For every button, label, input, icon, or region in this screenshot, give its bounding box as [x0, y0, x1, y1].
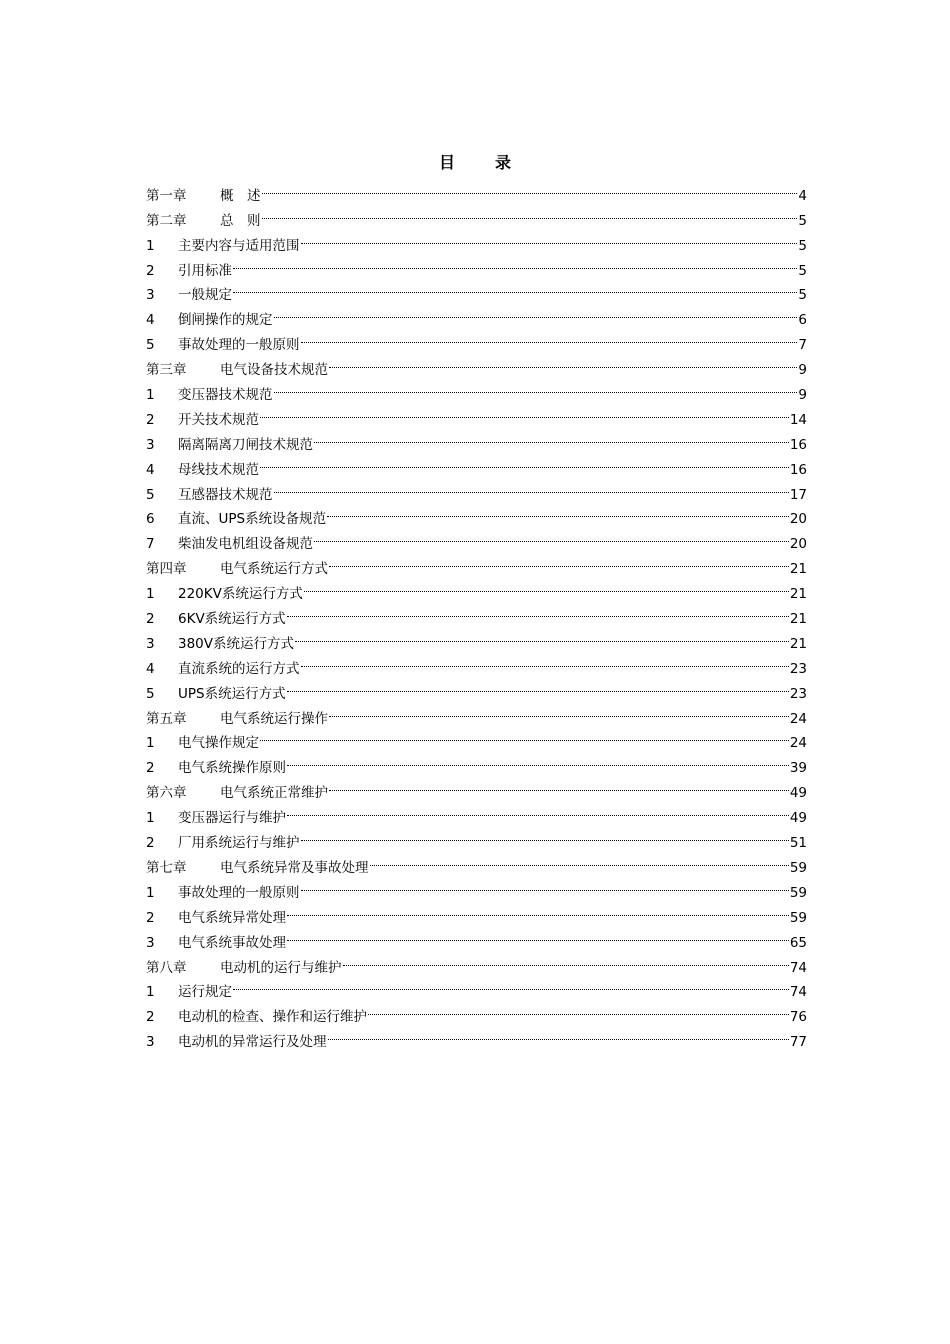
toc-entry-number: 3 — [146, 635, 155, 652]
toc-list — [146, 175, 807, 1051]
toc-entry-page-number: 6 — [798, 312, 807, 329]
toc-entry-number: 2 — [146, 760, 155, 777]
toc-entry-label: 运行规定 — [178, 984, 232, 1001]
toc-entry-page-number: 21 — [789, 586, 807, 603]
toc-entry-page-number: 21 — [789, 635, 807, 652]
toc-entry-number: 4 — [146, 312, 155, 329]
toc-entry-number: 1 — [146, 810, 155, 827]
toc-dot-leader — [274, 374, 798, 399]
toc-entry-number: 1 — [146, 387, 155, 404]
toc-entry-page-number: 20 — [789, 511, 807, 528]
toc-title — [0, 150, 950, 173]
toc-chapter-entry[interactable] — [146, 175, 807, 204]
toc-entry-page-number: 16 — [789, 461, 807, 478]
toc-entry-number: 6 — [146, 511, 155, 528]
toc-entry-page-number: 23 — [789, 685, 807, 702]
toc-entry-label: 事故处理的一般原则 — [178, 884, 300, 901]
toc-dot-leader — [233, 250, 797, 275]
toc-entry-label: 母线技术规范 — [178, 461, 259, 478]
toc-entry-label: 电气系统运行方式 — [220, 561, 328, 578]
toc-entry-label: 电动机的异常运行及处理 — [178, 1034, 327, 1051]
toc-dot-leader — [233, 275, 797, 300]
toc-entry-number: 2 — [146, 411, 155, 428]
toc-entry-label: 主要内容与适用范围 — [178, 237, 300, 254]
toc-entry-label: 电气系统操作原则 — [178, 760, 286, 777]
toc-entry-number: 5 — [146, 337, 155, 354]
toc-entry-number: 1 — [146, 735, 155, 752]
toc-entry-number: 第六章 — [146, 785, 187, 802]
toc-dot-leader — [314, 523, 789, 548]
toc-dot-leader — [262, 200, 798, 225]
toc-entry-page-number: 59 — [789, 884, 807, 901]
toc-entry-number: 第七章 — [146, 859, 187, 876]
toc-dot-leader — [287, 598, 789, 623]
toc-entry-label: 倒闸操作的规定 — [178, 312, 273, 329]
toc-dot-leader — [301, 872, 789, 897]
toc-entry-page-number: 4 — [798, 187, 807, 204]
toc-dot-leader — [329, 548, 789, 573]
toc-entry-page-number: 16 — [789, 436, 807, 453]
toc-entry-page-number: 49 — [789, 785, 807, 802]
toc-entry-page-number: 74 — [789, 959, 807, 976]
toc-entry-label: 柴油发电机组设备规范 — [178, 536, 313, 553]
toc-entry-page-number: 77 — [789, 1034, 807, 1051]
toc-entry-page-number: 21 — [789, 561, 807, 578]
toc-dot-leader — [301, 822, 789, 847]
toc-dot-leader — [301, 648, 789, 673]
toc-dot-leader — [260, 449, 789, 474]
toc-entry-page-number: 7 — [798, 337, 807, 354]
toc-entry-number: 2 — [146, 1009, 155, 1026]
toc-entry-number: 1 — [146, 586, 155, 603]
toc-dot-leader — [314, 424, 789, 449]
toc-entry-page-number: 59 — [789, 859, 807, 876]
toc-entry-page-number: 39 — [789, 760, 807, 777]
toc-entry-label: 一般规定 — [178, 287, 232, 304]
toc-entry-label: 事故处理的一般原则 — [178, 337, 300, 354]
toc-entry-number: 第四章 — [146, 561, 187, 578]
toc-entry-page-number: 24 — [789, 710, 807, 727]
toc-entry-page-number: 9 — [798, 387, 807, 404]
toc-dot-leader — [329, 349, 797, 374]
toc-entry-number: 第二章 — [146, 212, 187, 229]
toc-entry-label: 概 述 — [220, 187, 261, 204]
toc-entry-page-number: 51 — [789, 835, 807, 852]
toc-entry-label: 220KV系统运行方式 — [178, 586, 303, 603]
toc-dot-leader — [327, 499, 789, 524]
toc-section-entry[interactable] — [146, 972, 807, 1001]
toc-dot-leader — [368, 996, 789, 1021]
toc-entry-number: 2 — [146, 262, 155, 279]
toc-section-entry[interactable] — [146, 275, 807, 304]
toc-entry-page-number: 49 — [789, 810, 807, 827]
toc-entry-number: 5 — [146, 486, 155, 503]
toc-entry-label: 直流、UPS系统设备规范 — [178, 511, 327, 528]
toc-entry-label: 电气系统异常及事故处理 — [220, 859, 369, 876]
toc-dot-leader — [301, 324, 798, 349]
toc-dot-leader — [262, 175, 798, 200]
toc-entry-label: 变压器运行与维护 — [178, 810, 286, 827]
toc-entry-page-number: 17 — [789, 486, 807, 503]
toc-entry-number: 3 — [146, 1034, 155, 1051]
toc-entry-label: 电动机的运行与维护 — [220, 959, 342, 976]
toc-entry-label: 引用标准 — [178, 262, 232, 279]
toc-entry-label: UPS系统运行方式 — [178, 685, 286, 702]
toc-entry-label: 电气系统运行操作 — [220, 710, 328, 727]
toc-dot-leader — [343, 947, 789, 972]
toc-dot-leader — [233, 972, 789, 997]
toc-entry-label: 6KV系统运行方式 — [178, 611, 286, 628]
toc-entry-page-number: 24 — [789, 735, 807, 752]
toc-entry-label: 直流系统的运行方式 — [178, 660, 300, 677]
toc-entry-number: 7 — [146, 536, 155, 553]
toc-entry-label: 开关技术规范 — [178, 411, 259, 428]
toc-entry-label: 380V系统运行方式 — [178, 635, 295, 652]
toc-dot-leader — [301, 225, 798, 250]
toc-entry-label: 互感器技术规范 — [178, 486, 273, 503]
toc-entry-number: 1 — [146, 884, 155, 901]
toc-dot-leader — [260, 723, 789, 748]
toc-entry-number: 2 — [146, 611, 155, 628]
toc-dot-leader — [287, 673, 789, 698]
toc-entry-label: 厂用系统运行与维护 — [178, 835, 300, 852]
toc-entry-number: 4 — [146, 660, 155, 677]
toc-dot-leader — [287, 797, 789, 822]
toc-dot-leader — [287, 922, 789, 947]
toc-entry-label: 总 则 — [220, 212, 261, 229]
toc-entry-page-number: 76 — [789, 1009, 807, 1026]
toc-dot-leader — [260, 399, 789, 424]
toc-dot-leader — [274, 299, 798, 324]
toc-entry-number: 第三章 — [146, 362, 187, 379]
toc-dot-leader — [370, 847, 789, 872]
toc-entry-label: 电气系统异常处理 — [178, 909, 286, 926]
toc-entry-label: 电气系统事故处理 — [178, 934, 286, 951]
toc-entry-number: 2 — [146, 909, 155, 926]
toc-entry-number: 2 — [146, 835, 155, 852]
toc-dot-leader — [304, 573, 789, 598]
toc-entry-page-number: 14 — [789, 411, 807, 428]
toc-entry-number: 1 — [146, 237, 155, 254]
toc-entry-number: 第八章 — [146, 959, 187, 976]
toc-dot-leader — [329, 698, 789, 723]
toc-entry-label: 变压器技术规范 — [178, 387, 273, 404]
toc-entry-number: 第一章 — [146, 187, 187, 204]
toc-entry-page-number: 65 — [789, 934, 807, 951]
toc-dot-leader — [287, 747, 789, 772]
toc-entry-page-number: 23 — [789, 660, 807, 677]
toc-entry-page-number: 5 — [798, 212, 807, 229]
toc-entry-page-number: 5 — [798, 262, 807, 279]
toc-entry-number: 3 — [146, 934, 155, 951]
toc-entry-page-number: 59 — [789, 909, 807, 926]
toc-entry-number: 第五章 — [146, 710, 187, 727]
toc-entry-number: 5 — [146, 685, 155, 702]
toc-title-left: 目 — [438, 153, 455, 172]
toc-entry-number: 3 — [146, 287, 155, 304]
toc-entry-label: 电气操作规定 — [178, 735, 259, 752]
toc-dot-leader — [329, 772, 789, 797]
toc-entry-label: 电气设备技术规范 — [220, 362, 328, 379]
toc-section-entry[interactable] — [146, 250, 807, 279]
toc-dot-leader — [274, 474, 789, 499]
toc-entry-number: 4 — [146, 461, 155, 478]
toc-entry-label: 隔离隔离刀闸技术规范 — [178, 436, 313, 453]
toc-entry-page-number: 5 — [798, 287, 807, 304]
toc-entry-page-number: 5 — [798, 237, 807, 254]
toc-entry-label: 电动机的检查、操作和运行维护 — [178, 1009, 367, 1026]
toc-entry-number: 1 — [146, 984, 155, 1001]
toc-entry-page-number: 20 — [789, 536, 807, 553]
toc-entry-label: 电气系统正常维护 — [220, 785, 328, 802]
toc-entry-page-number: 9 — [798, 362, 807, 379]
toc-section-entry[interactable] — [146, 996, 807, 1026]
toc-section-entry[interactable] — [146, 299, 807, 329]
toc-dot-leader — [295, 623, 789, 648]
toc-entry-number: 3 — [146, 436, 155, 453]
toc-dot-leader — [287, 897, 789, 922]
toc-title-right: 录 — [495, 153, 512, 172]
toc-dot-leader — [328, 1021, 789, 1046]
toc-entry-page-number: 21 — [789, 611, 807, 628]
toc-entry-page-number: 74 — [789, 984, 807, 1001]
